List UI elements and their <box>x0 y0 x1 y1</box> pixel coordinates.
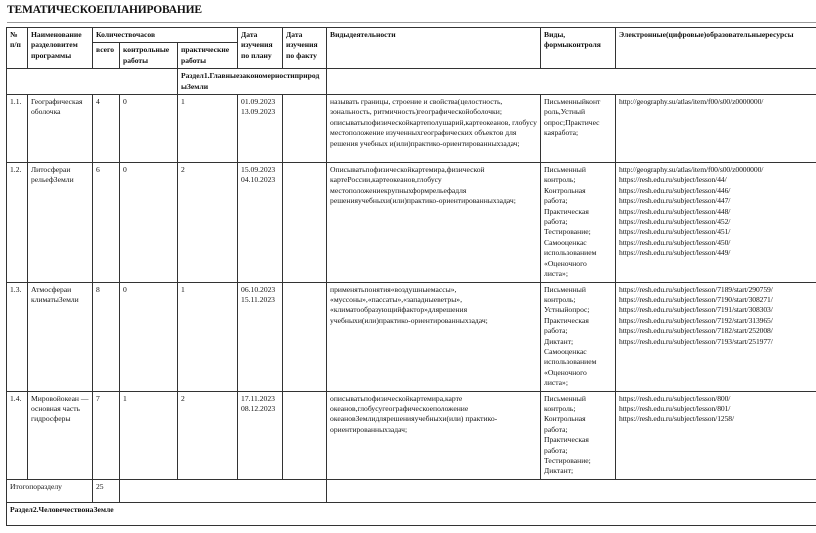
row-num: 1.3. <box>7 282 28 391</box>
control-form-line: работа; <box>544 326 568 336</box>
control-form-line: контроль; <box>544 294 576 304</box>
section-2-row <box>7 502 816 525</box>
control-form-line: Устныйопрос; <box>544 305 590 315</box>
row-hours-practical: 2 <box>178 391 238 479</box>
date-plan-end: 04.10.2023 <box>241 175 276 185</box>
row-activities: Описыватьпофизическойкартемира,физической картеРоссии,картеокеанов,глобусу местоположениекрупныхформрельефадля решенияучебныхи(или)практико-ориентированныхзадач; <box>327 163 541 282</box>
row-topic-name: Литосфераи рельефЗемли <box>28 163 93 282</box>
row-hours-total: 8 <box>93 282 120 391</box>
row-hours-practical: 1 <box>178 95 238 163</box>
header-num: № п/п <box>7 28 28 69</box>
row-num: 1.1. <box>7 95 28 163</box>
row-activities: называть границы, строение и свойства(целостность, зональность, ритмичность)географическойоболочки; описыватьпофизическойкартеполушарий,картеокеанов, глобусу местоположение изученныхгеографических объектов для решения учебных и(или)практико-ориентированныхзадач; <box>327 95 541 163</box>
control-form-line: каяработа; <box>544 128 579 138</box>
date-plan-end: 08.12.2023 <box>241 403 276 413</box>
control-form-line: работа; <box>544 217 568 227</box>
row-hours-total: 7 <box>93 391 120 479</box>
row-date-plan <box>238 391 283 479</box>
control-form-line: Письменный <box>544 284 586 294</box>
section-2-title: Раздел2.ЧеловечествонаЗемле <box>7 502 816 525</box>
control-form-line: Письменный <box>544 165 586 175</box>
control-form-line: Практическая <box>544 206 589 216</box>
row-control-forms <box>541 163 616 282</box>
resource-link[interactable]: http://geography.su/atlas/item/f00/s00/z0000000/ <box>619 165 764 175</box>
control-form-line: Самооценкас <box>544 237 587 247</box>
header-name: Наименование разделовитем программы <box>28 28 93 69</box>
header-control-forms: Виды, формыконтроля <box>541 28 616 69</box>
header-date-fact: Дата изучения по факту <box>283 28 327 69</box>
header-activities: Видыдеятельности <box>327 28 541 69</box>
row-topic-name: Географическая оболочка <box>28 95 93 163</box>
total-empty-left <box>120 479 327 502</box>
control-form-line: «Оценочного <box>544 258 587 268</box>
total-value: 25 <box>93 479 120 502</box>
resource-link[interactable]: https://resh.edu.ru/subject/lesson/7182/start/252008/ <box>619 326 773 336</box>
row-topic-name: Мировойокеан —основная часть гидросферы <box>28 391 93 479</box>
section-1-title: Раздел1.ГлавныезакономерностиприродыЗемли <box>178 69 327 95</box>
row-date-fact <box>283 391 327 479</box>
date-plan-end: 15.11.2023 <box>241 294 275 304</box>
resource-link[interactable]: https://resh.edu.ru/subject/lesson/7192/start/313965/ <box>619 315 773 325</box>
row-num: 1.4. <box>7 391 28 479</box>
resource-link[interactable]: https://resh.edu.ru/subject/lesson/7189/start/290759/ <box>619 284 773 294</box>
date-plan-start: 15.09.2023 <box>241 165 276 175</box>
title-divider <box>7 22 816 23</box>
date-plan-end: 13.09.2023 <box>241 107 276 117</box>
control-form-line: Самооценкас <box>544 346 587 356</box>
control-form-line: Тестирование; <box>544 227 591 237</box>
thematic-plan-table <box>6 27 816 526</box>
resource-link[interactable]: https://resh.edu.ru/subject/lesson/7191/start/308303/ <box>619 305 773 315</box>
section-1-row <box>7 69 816 95</box>
row-topic-name: Атмосфераи климатыЗемли <box>28 282 93 391</box>
section-total-row <box>7 479 816 502</box>
row-control-forms <box>541 282 616 391</box>
resource-link[interactable]: https://resh.edu.ru/subject/lesson/451/ <box>619 227 731 237</box>
resource-link[interactable]: https://resh.edu.ru/subject/lesson/801/ <box>619 403 731 413</box>
resource-link[interactable]: https://resh.edu.ru/subject/lesson/800/ <box>619 393 731 403</box>
total-empty-right <box>327 479 816 502</box>
total-label: Итогопоразделу <box>7 479 93 502</box>
header-date-plan: Дата изучения по плану <box>238 28 283 69</box>
control-form-line: Тестирование; <box>544 456 591 465</box>
row-date-plan <box>238 163 283 282</box>
row-date-fact <box>283 163 327 282</box>
page-title: ТЕМАТИЧЕСКОЕПЛАНИРОВАНИЕ <box>7 4 202 16</box>
row-hours-practical: 2 <box>178 163 238 282</box>
control-form-line: Диктант; <box>544 336 574 346</box>
row-hours-control: 0 <box>120 282 178 391</box>
control-form-line: Диктант; <box>544 466 574 476</box>
row-hours-control: 1 <box>120 391 178 479</box>
resource-link[interactable]: https://resh.edu.ru/subject/lesson/449/ <box>619 248 731 258</box>
resource-link[interactable]: https://resh.edu.ru/subject/lesson/447/ <box>619 196 731 206</box>
row-resources <box>616 282 816 391</box>
control-form-line: роль,Устный <box>544 107 586 117</box>
header-hours-total: всего <box>93 43 120 69</box>
resource-link[interactable]: https://resh.edu.ru/subject/lesson/452/ <box>619 217 731 227</box>
row-hours-practical: 1 <box>178 282 238 391</box>
date-plan-start: 01.09.2023 <box>241 97 276 107</box>
section-1-empty-left <box>7 69 178 95</box>
row-resources <box>616 391 816 479</box>
control-form-line: Письменный <box>544 393 586 403</box>
control-form-line: работа; <box>544 424 568 434</box>
row-date-plan <box>238 95 283 163</box>
date-plan-start: 17.11.2023 <box>241 393 275 403</box>
resource-link[interactable]: https://resh.edu.ru/subject/lesson/44/ <box>619 175 727 185</box>
row-date-fact <box>283 282 327 391</box>
row-resources <box>616 163 816 282</box>
resource-link[interactable]: https://resh.edu.ru/subject/lesson/448/ <box>619 206 731 216</box>
control-form-line: контроль; <box>544 403 576 413</box>
row-hours-total: 4 <box>93 95 120 163</box>
control-form-line: работа; <box>544 445 568 455</box>
row-activities: описыватьпофизическойкартемира,карте океанов,глобусугеографическоеположение океановЗемлидлярешенияучебныхи(или) практико-ориентированныхзадач; <box>327 391 541 479</box>
table-row <box>7 282 816 391</box>
row-resources <box>616 95 816 163</box>
control-form-line: «Оценочного <box>544 367 587 377</box>
control-form-line: использованием <box>544 248 597 258</box>
control-form-line: Контрольная <box>544 414 586 424</box>
header-resources: Электронные(цифровые)образовательныересурсы <box>616 28 816 69</box>
control-form-line: листа»; <box>544 269 568 279</box>
row-control-forms <box>541 391 616 479</box>
row-hours-total: 6 <box>93 163 120 282</box>
section-1-empty-right <box>327 69 816 95</box>
date-plan-start: 06.10.2023 <box>241 284 276 294</box>
row-control-forms <box>541 95 616 163</box>
header-hours: Количествочасов <box>93 28 238 43</box>
header-hours-practical: практические работы <box>178 43 238 69</box>
header-hours-control: контрольные работы <box>120 43 178 69</box>
table-row <box>7 391 816 479</box>
control-form-line: контроль; <box>544 175 576 185</box>
control-form-line: Контрольная <box>544 185 586 195</box>
resource-link[interactable]: https://resh.edu.ru/subject/lesson/446/ <box>619 185 731 195</box>
table-row <box>7 95 816 163</box>
row-date-plan <box>238 282 283 391</box>
row-activities: применятьпонятия«воздушныемассы», «муссоны»,«пассаты»,«западныеветры», «климатообразующийфактор»длярешения учебныхи(или)практико-ориентированныхзадач; <box>327 282 541 391</box>
row-num: 1.2. <box>7 163 28 282</box>
resource-link[interactable]: http://geography.su/atlas/item/f00/s00/z0000000/ <box>619 97 764 107</box>
header-row-1 <box>7 28 816 43</box>
control-form-line: Письменныйконт <box>544 97 601 107</box>
table-row <box>7 163 816 282</box>
row-date-fact <box>283 95 327 163</box>
control-form-line: работа; <box>544 196 568 206</box>
resource-link[interactable]: https://resh.edu.ru/subject/lesson/7193/start/251977/ <box>619 336 773 346</box>
control-form-line: опрос;Практичес <box>544 117 600 127</box>
control-form-line: Практическая <box>544 315 589 325</box>
control-form-line: Практическая <box>544 435 589 445</box>
resource-link[interactable]: https://resh.edu.ru/subject/lesson/1258/ <box>619 414 734 424</box>
control-form-line: листа»; <box>544 378 568 388</box>
resource-link[interactable]: https://resh.edu.ru/subject/lesson/450/ <box>619 237 731 247</box>
control-form-line: использованием <box>544 357 597 367</box>
row-hours-control: 0 <box>120 163 178 282</box>
resource-link[interactable]: https://resh.edu.ru/subject/lesson/7190/start/308271/ <box>619 294 773 304</box>
row-hours-control: 0 <box>120 95 178 163</box>
